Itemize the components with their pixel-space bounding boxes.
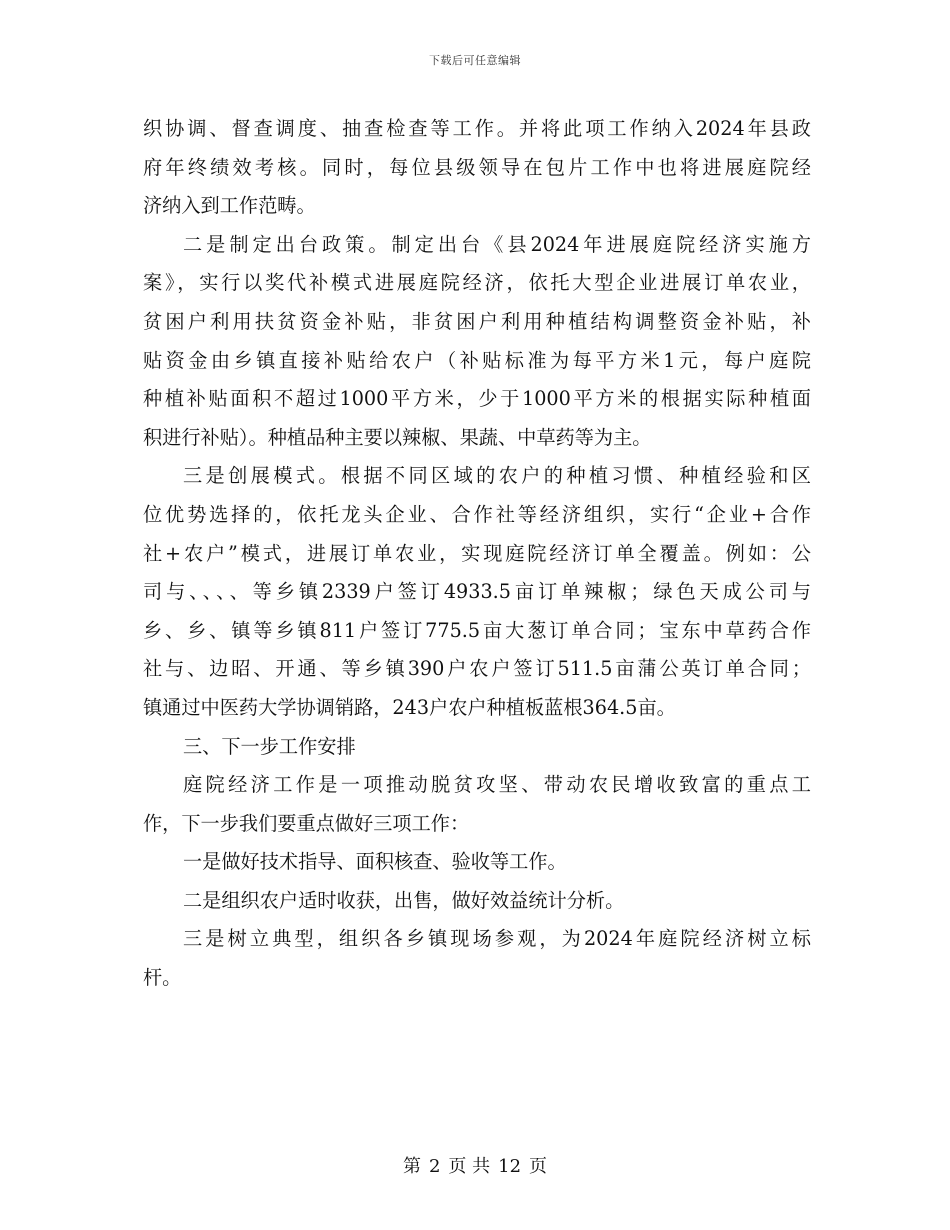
page-header: 下载后可任意编辑 — [429, 54, 521, 67]
page-footer — [0, 1152, 950, 1178]
paragraph-line: 司与、、、、等乡镇2339户签订4933.5亩订单辣椒；绿色天成公司与 — [143, 580, 811, 604]
paragraph-line: 庭院经济工作是一项推动脱贫攻坚、带动农民增收致富的重点工 — [183, 773, 811, 797]
section-heading: 三、下一步工作安排 — [183, 734, 356, 758]
paragraph-line: 济纳入到工作范畴。 — [143, 194, 316, 218]
document-body — [143, 110, 811, 998]
paragraph-line: 三是树立典型，组织各乡镇现场参观，为2024年庭院经济树立标 — [183, 927, 811, 951]
paragraph-line: 府年终绩效考核。同时，每位县级领导在包片工作中也将进展庭院经 — [143, 155, 811, 179]
paragraph-line: 积进行补贴）。种植品种主要以辣椒、果蔬、中草药等为主。 — [143, 425, 652, 449]
paragraph-line: 织协调、督查调度、抽查检查等工作。并将此项工作纳入2024年县政 — [143, 117, 811, 140]
paragraph-line: 二是组织农户适时收获，出售，做好效益统计分析。 — [183, 888, 625, 912]
paragraph-line: 贴资金由乡镇直接补贴给农户（补贴标准为每平方米1元，每户庭院 — [143, 348, 811, 372]
paragraph-line: 杆。 — [143, 966, 182, 990]
paragraph-line: 一是做好技术指导、面积核查、验收等工作。 — [183, 850, 567, 874]
footer-prefix: 第 — [402, 1156, 421, 1177]
paragraph-line: 种植补贴面积不超过1000平方米，少于1000平方米的根据实际种植面 — [143, 387, 811, 411]
footer-suffix: 页 — [529, 1156, 548, 1177]
paragraph-line: 三是创展模式。根据不同区域的农户的种植习惯、种植经验和区 — [183, 464, 811, 488]
footer-middle: 页 共 — [448, 1156, 491, 1177]
paragraph-line: 社与、边昭、开通、等乡镇390户农户签订511.5亩蒲公英订单合同； — [143, 657, 811, 681]
paragraph-line: 作，下一步我们要重点做好三项工作： — [143, 811, 470, 835]
paragraph-line: 社+农户”模式，进展订单农业，实现庭院经济订单全覆盖。例如：公 — [143, 541, 811, 565]
paragraph-line: 二是制定出台政策。制定出台《县2024年进展庭院经济实施方 — [183, 232, 811, 256]
paragraph-line: 乡、乡、镇等乡镇811户签订775.5亩大葱订单合同；宝东中草药合作 — [143, 618, 811, 642]
total-pages-number: 12 — [498, 1156, 522, 1177]
paragraph-line: 镇通过中医药大学协调销路，243户农户种植板蓝根364.5亩。 — [143, 695, 676, 719]
paragraph-line: 案》，实行以奖代补模式进展庭院经济，依托大型企业进展订单农业， — [143, 271, 811, 295]
paragraph-line: 位优势选择的，依托龙头企业、合作社等经济组织，实行“企业+合作 — [143, 502, 811, 526]
current-page-number: 2 — [428, 1156, 441, 1177]
paragraph-line: 贫困户利用扶贫资金补贴，非贫困户利用种植结构调整资金补贴，补 — [143, 309, 811, 333]
